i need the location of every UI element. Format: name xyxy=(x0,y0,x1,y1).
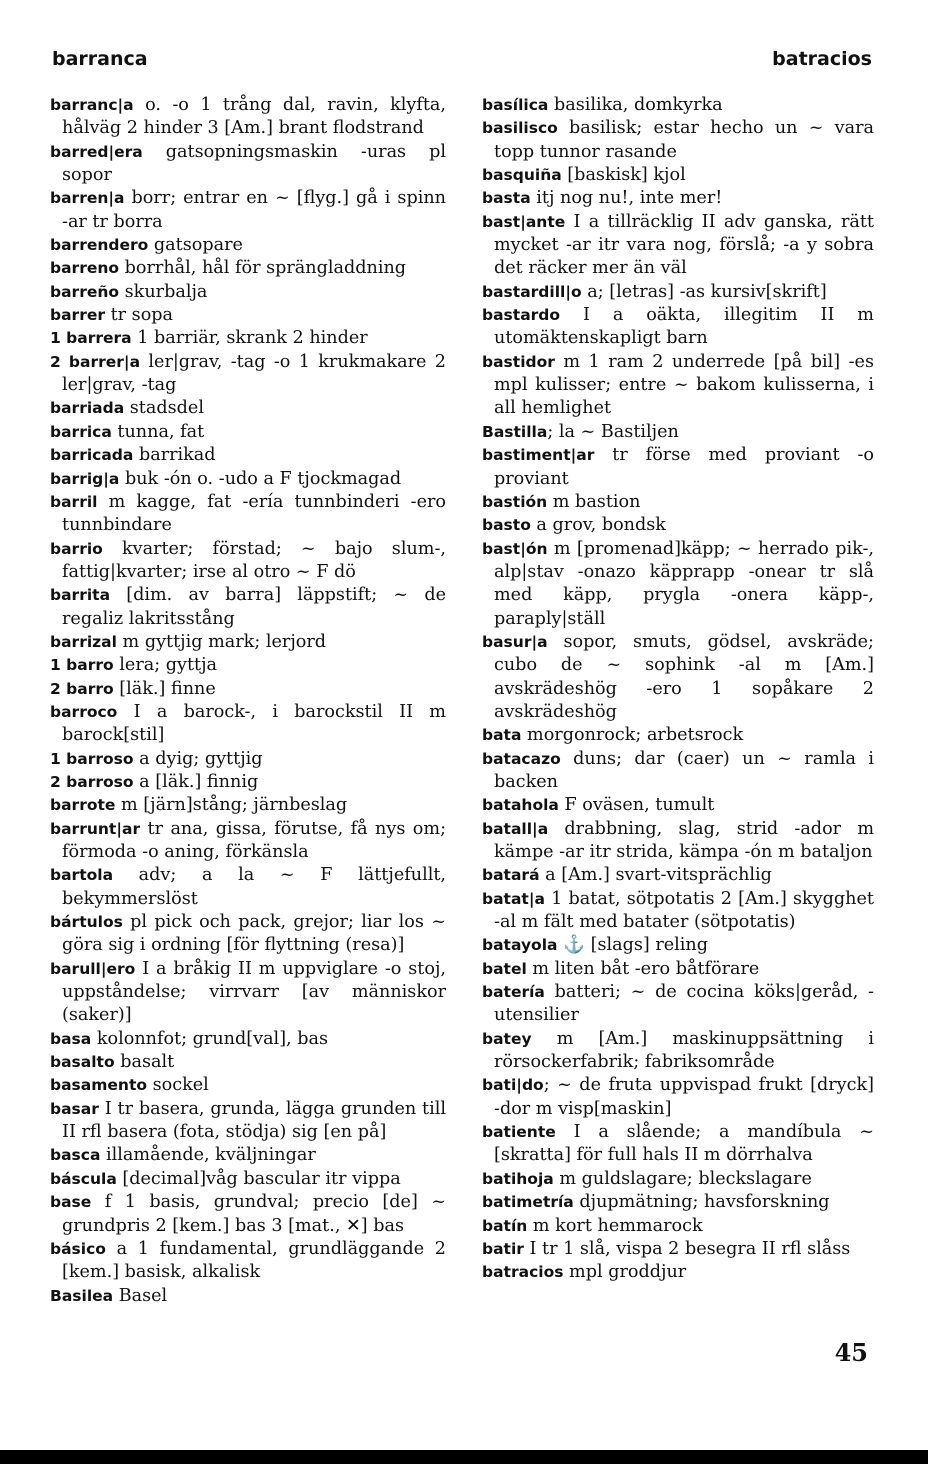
entry-definition: pl pick och pack, grejor; liar los ~ göra sig i ordning [för flyttning (resa)] xyxy=(62,912,446,956)
entry-definition: m bastion xyxy=(547,491,641,512)
dictionary-entry xyxy=(50,234,446,257)
entry-headword: 1 barro xyxy=(50,656,114,675)
entry-headword: batracios xyxy=(482,1263,564,1282)
dictionary-entry xyxy=(482,304,874,351)
entry-headword: barrunt|ar xyxy=(50,819,141,838)
entry-headword: 1 barrera xyxy=(50,329,132,348)
entry-definition: duns; dar (caer) un ~ ramla i backen xyxy=(494,748,874,792)
entry-headword: batín xyxy=(482,1216,528,1235)
entry-definition: a; [letras] -as kursiv[skrift] xyxy=(581,281,827,302)
entry-headword: batería xyxy=(482,983,545,1002)
entry-headword: basar xyxy=(50,1099,99,1118)
entry-definition: m 1 ram 2 underrede [på bil] -es mpl kulisser; entre ~ bakom kulisserna, i all hemlighet xyxy=(494,351,874,419)
dictionary-entry xyxy=(482,491,874,514)
entry-headword: Bastilla xyxy=(482,422,548,441)
dictionary-entry xyxy=(482,1261,874,1284)
dictionary-entry xyxy=(482,1238,874,1261)
dictionary-entry xyxy=(50,1238,446,1285)
entry-headword: Basilea xyxy=(50,1286,114,1305)
entry-headword: basa xyxy=(50,1029,92,1048)
entry-headword: barred|era xyxy=(50,142,143,161)
entry-definition: morgonrock; arbetsrock xyxy=(521,725,744,746)
entry-definition: a dyig; gyttjig xyxy=(133,748,263,769)
entry-headword: basílica xyxy=(482,96,549,114)
entry-definition: m guldslagare; bleckslagare xyxy=(553,1168,812,1189)
entry-definition: ; la ~ Bastiljen xyxy=(547,421,679,442)
dictionary-entry xyxy=(50,771,446,794)
entry-definition: adv; a la ~ F lättjefullt, bekymmerslöst xyxy=(62,865,446,909)
entry-headword: batahola xyxy=(482,796,559,815)
dictionary-entry xyxy=(50,1051,446,1074)
dictionary-entry xyxy=(482,1191,874,1214)
entry-definition: I a slående; a mandíbula ~ [skratta] för full hals II m dörrhalva xyxy=(494,1122,874,1166)
entry-definition: kvarter; förstad; ~ bajo slum-, fattig|kvarter; irse al otro ~ F dö xyxy=(62,538,446,582)
entry-headword: basto xyxy=(482,516,531,535)
entry-headword: barrig|a xyxy=(50,469,120,488)
entry-definition: gatsopare xyxy=(148,235,243,256)
entry-definition: [läk.] finne xyxy=(113,678,216,699)
dictionary-entry xyxy=(50,1098,446,1145)
entry-headword: barriada xyxy=(50,399,125,418)
entry-headword: bast|ante xyxy=(482,212,566,231)
entry-headword: basur|a xyxy=(482,632,548,651)
entry-headword: basilisco xyxy=(482,119,558,138)
dictionary-entry xyxy=(50,327,446,350)
entry-definition: I a barock-, i barockstil II m barock[stil] xyxy=(62,701,446,746)
entry-definition: 1 batat, sötpotatis 2 [Am.] skygghet -al m fält med batater (sötpotatis) xyxy=(494,888,874,933)
entry-headword: bast|ón xyxy=(482,539,548,558)
running-header xyxy=(52,48,872,74)
dictionary-entry xyxy=(482,1215,874,1238)
entry-headword: 2 barroso xyxy=(50,772,134,791)
dictionary-entry xyxy=(50,1074,446,1097)
entry-headword: barricada xyxy=(50,446,134,465)
entry-headword: basquiña xyxy=(482,166,562,185)
entry-headword: barrer xyxy=(50,306,105,325)
entry-definition: borrhål, hål för sprängladdning xyxy=(119,258,407,279)
entry-headword: bastardo xyxy=(482,306,561,325)
entry-definition: m gyttjig mark; lerjord xyxy=(116,631,327,652)
entry-headword: batimetría xyxy=(482,1193,574,1212)
dictionary-entry xyxy=(482,958,874,981)
header-last-word: batracios xyxy=(772,48,872,70)
dictionary-entry xyxy=(50,794,446,817)
entry-headword: barranc|a xyxy=(50,96,134,114)
entry-headword: batat|a xyxy=(482,889,545,908)
entry-definition: [baskisk] kjol xyxy=(561,165,686,186)
entry-definition: m kagge, fat -ería tunnbinderi -ero tunnbindare xyxy=(62,491,446,536)
right-column xyxy=(482,94,874,1285)
scan-border xyxy=(0,1450,928,1464)
dictionary-entry xyxy=(482,444,874,491)
dictionary-entry xyxy=(482,1028,874,1075)
entry-definition: m liten båt -ero båtförare xyxy=(526,958,760,979)
dictionary-entry xyxy=(482,351,874,421)
dictionary-entry xyxy=(50,1028,446,1051)
dictionary-entry xyxy=(50,1191,446,1238)
dictionary-entry xyxy=(50,468,446,491)
entry-headword: basca xyxy=(50,1146,101,1165)
entry-headword: 1 barroso xyxy=(50,749,134,768)
entry-definition: tr sopa xyxy=(105,305,174,326)
dictionary-entry xyxy=(50,1144,446,1167)
entry-definition: skurbalja xyxy=(119,281,208,302)
entry-definition: f 1 basis, grundval; precio [de] ~ grundpris 2 [kem.] bas 3 [mat., ✕] bas xyxy=(62,1192,446,1236)
entry-headword: batihoja xyxy=(482,1169,554,1188)
entry-headword: batel xyxy=(482,959,527,978)
entry-headword: bastidor xyxy=(482,352,555,371)
entry-definition: tr ana, gissa, förutse, få nys om; förmoda -o aning, förkänsla xyxy=(62,818,446,862)
entry-headword: barril xyxy=(50,492,98,511)
entry-definition: a grov, bondsk xyxy=(530,515,666,536)
entry-definition: ler|grav, -tag -o 1 krukmakare 2 ler|grav, -tag xyxy=(62,351,446,396)
dictionary-entry xyxy=(482,211,874,281)
dictionary-entry xyxy=(482,421,874,444)
entry-definition: basilika, domkyrka xyxy=(548,95,723,115)
dictionary-entry xyxy=(482,794,874,817)
entry-headword: batacazo xyxy=(482,749,561,768)
entry-headword: barull|ero xyxy=(50,959,136,978)
dictionary-entry xyxy=(482,164,874,187)
entry-definition: lera; gyttja xyxy=(113,655,218,676)
dictionary-entry xyxy=(482,1168,874,1191)
entry-definition: F oväsen, tumult xyxy=(558,795,715,816)
entry-headword: batará xyxy=(482,866,540,885)
dictionary-entry xyxy=(482,117,874,164)
entry-headword: bastardill|o xyxy=(482,282,582,301)
entry-definition: drabbning, slag, strid -ador m kämpe -ar itr strida, kämpa -ón m bataljon xyxy=(494,818,874,862)
dictionary-entry xyxy=(50,1168,446,1191)
entry-headword: bártulos xyxy=(50,913,123,932)
entry-definition: tr förse med proviant -o proviant xyxy=(494,445,874,489)
dictionary-entry xyxy=(482,981,874,1028)
entry-headword: barrendero xyxy=(50,236,149,255)
dictionary-entry xyxy=(50,421,446,444)
dictionary-entry xyxy=(482,281,874,304)
entry-headword: basalto xyxy=(50,1053,115,1072)
entry-headword: barrote xyxy=(50,796,116,815)
dictionary-entry xyxy=(50,538,446,585)
entry-definition: gatsopningsmaskin -uras pl sopor xyxy=(62,141,446,186)
dictionary-entry xyxy=(50,257,446,280)
entry-headword: bati|do xyxy=(482,1076,544,1095)
dictionary-entry xyxy=(50,397,446,420)
entry-headword: batir xyxy=(482,1239,524,1258)
dictionary-entry xyxy=(482,94,874,117)
entry-headword: 2 barro xyxy=(50,679,114,698)
entry-definition: I a tillräcklig II adv ganska, rätt mycket -ar itr vara nog, förslå; -a y sobra det räcker mer än väl xyxy=(494,211,874,279)
dictionary-entry xyxy=(50,351,446,398)
dictionary-entry xyxy=(50,94,446,141)
entry-definition: itj nog nu!, inte mer! xyxy=(530,188,723,209)
entry-definition: a [Am.] svart-vitsprächlig xyxy=(539,865,772,886)
entry-definition: I tr basera, grunda, lägga grunden till II rfl basera (fota, stödja) sig [en på] xyxy=(62,1098,446,1143)
entry-headword: batall|a xyxy=(482,819,549,838)
entry-headword: basta xyxy=(482,189,531,208)
dictionary-entry xyxy=(50,631,446,654)
dictionary-entry xyxy=(50,678,446,701)
dictionary-entry xyxy=(50,864,446,911)
dictionary-entry xyxy=(50,141,446,188)
entry-definition: o. -o 1 trång dal, ravin, klyfta, hålväg 2 hinder 3 [Am.] brant flodstrand xyxy=(62,95,446,139)
entry-definition: m [promenad]käpp; ~ herrado pik-, alp|stav -onazo käpprapp -onear tr slå med käpp, prygla -onera käpp-, paraply|ställ xyxy=(494,538,874,629)
entry-headword: 2 barrer|a xyxy=(50,352,141,371)
entry-headword: barreno xyxy=(50,259,120,278)
entry-definition: barrikad xyxy=(133,445,216,466)
entry-definition: ; ~ de fruta uppvispad frukt [dryck] -dor m visp[maskin] xyxy=(494,1075,874,1119)
entry-headword: barreño xyxy=(50,282,120,301)
entry-definition: basilisk; estar hecho un ~ vara topp tunnor rasande xyxy=(494,118,874,162)
entry-definition: basalt xyxy=(114,1052,175,1073)
entry-headword: bartola xyxy=(50,866,114,885)
entry-headword: basamento xyxy=(50,1076,147,1095)
dictionary-entry xyxy=(50,654,446,677)
entry-definition: sockel xyxy=(147,1075,209,1096)
dictionary-entry xyxy=(482,934,874,957)
dictionary-entry xyxy=(50,304,446,327)
dictionary-entry xyxy=(482,538,874,631)
entry-headword: bata xyxy=(482,726,522,745)
left-column xyxy=(50,94,446,1308)
dictionary-entry xyxy=(50,701,446,748)
dictionary-entry xyxy=(50,958,446,1028)
page-number: 45 xyxy=(834,1338,868,1367)
dictionary-entry xyxy=(50,1285,446,1308)
dictionary-entry xyxy=(482,187,874,210)
entry-headword: barren|a xyxy=(50,189,125,208)
dictionary-entry xyxy=(50,911,446,958)
entry-definition: [decimal]våg bascular itr vippa xyxy=(116,1168,401,1189)
entry-definition: m [Am.] maskinuppsättning i rörsockerfabrik; fabriksområde xyxy=(494,1028,874,1073)
entry-headword: barrizal xyxy=(50,632,117,651)
dictionary-entry xyxy=(50,444,446,467)
dictionary-entry xyxy=(482,888,874,935)
entry-definition: ⚓ [slags] reling xyxy=(557,935,709,956)
dictionary-entry xyxy=(482,514,874,537)
entry-definition: I tr 1 slå, vispa 2 besegra II rfl slåss xyxy=(523,1238,851,1259)
entry-definition: a 1 fundamental, grundläggande 2 [kem.] basisk, alkalisk xyxy=(62,1238,446,1283)
entry-headword: batayola xyxy=(482,936,558,955)
dictionary-entry xyxy=(482,818,874,865)
dictionary-entry xyxy=(482,748,874,795)
entry-headword: barroco xyxy=(50,702,118,721)
dictionary-entry xyxy=(482,1074,874,1121)
entry-definition: m [järn]stång; järnbeslag xyxy=(115,795,348,816)
entry-definition: I a oäkta, illegitim II m utomäktenskapligt barn xyxy=(494,305,874,349)
dictionary-entry xyxy=(50,748,446,771)
entry-definition: tunna, fat xyxy=(111,421,205,442)
dictionary-entry xyxy=(482,864,874,887)
entry-definition: I a bråkig II m uppviglare -o stoj, uppståndelse; virrvarr [av människor (saker)] xyxy=(62,958,446,1026)
entry-definition: Basel xyxy=(113,1285,168,1306)
entry-headword: báscula xyxy=(50,1169,117,1188)
dictionary-entry xyxy=(50,491,446,538)
dictionary-entry xyxy=(50,187,446,234)
entry-definition: 1 barriär, skrank 2 hinder xyxy=(131,328,368,349)
entry-headword: bastiment|ar xyxy=(482,446,595,465)
entry-definition: djupmätning; havsforskning xyxy=(573,1192,830,1213)
entry-headword: batey xyxy=(482,1029,532,1048)
entry-definition: [dim. av barra] läppstift; ~ de regaliz lakritsstång xyxy=(62,585,446,629)
dictionary-entry xyxy=(482,724,874,747)
entry-definition: mpl groddjur xyxy=(563,1262,687,1283)
entry-headword: bastión xyxy=(482,492,548,511)
dictionary-entry xyxy=(50,281,446,304)
entry-definition: buk -ón o. -udo a F tjockmagad xyxy=(119,468,402,489)
entry-definition: stadsdel xyxy=(124,398,204,419)
dictionary-entry xyxy=(50,584,446,631)
entry-headword: barrica xyxy=(50,422,112,441)
entry-definition: kolonnfot; grund[val], bas xyxy=(91,1028,329,1049)
entry-headword: base xyxy=(50,1193,92,1212)
entry-definition: borr; entrar en ~ [flyg.] gå i spinn -ar tr borra xyxy=(62,188,446,232)
entry-definition: a [läk.] finnig xyxy=(133,771,259,792)
entry-headword: básico xyxy=(50,1239,106,1258)
dictionary-entry xyxy=(482,631,874,724)
dictionary-entry xyxy=(482,1121,874,1168)
entry-definition: sopor, smuts, gödsel, avskräde; cubo de ~ sophink -al m [Am.] avskrädeshög -ero 1 sopåkare 2 avskrädeshög xyxy=(494,631,874,722)
header-first-word: barranca xyxy=(52,48,148,70)
entry-definition: m kort hemmarock xyxy=(527,1215,703,1236)
entry-definition: batteri; ~ de cocina köks|geråd, -utensilier xyxy=(494,982,874,1026)
dictionary-entry xyxy=(50,818,446,865)
entry-headword: barrio xyxy=(50,539,103,558)
entry-headword: barrita xyxy=(50,586,111,605)
entry-definition: illamående, kväljningar xyxy=(100,1145,316,1166)
entry-headword: batiente xyxy=(482,1123,556,1142)
